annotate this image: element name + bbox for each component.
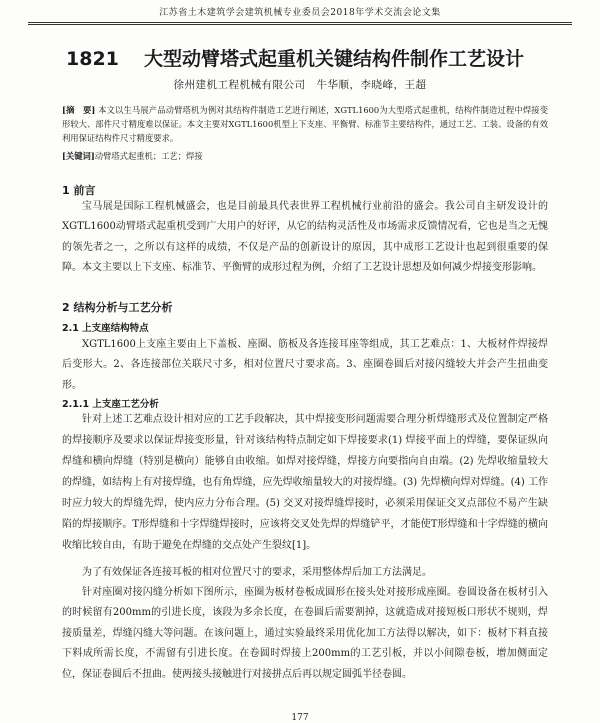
author-affiliation: 徐州建机工程机械有限公司 牛华顺，李晓峰，王超 xyxy=(173,79,427,91)
introduction-paragraph: 宝马展是国际工程机械盛会，也是目前最具代表世界工程机械行业前沿的盛会。我公司自主研发设计的XGTL1600动臂塔式起重机受到广大用户的好评，从它的结构灵活性及市场需求反馈情况看，它也是当之无愧的领先者之一，之所以有这样的成绩，不仅是产品的创新设计的原因，其中成形工艺设计也起到很重要的保障。本文主要以上下支座、标准节、平衡臂的成形过程为例，介绍了工艺设计思想及如何减少焊接变形影响。 xyxy=(62,201,548,274)
upper-support-paragraph: XGTL1600上支座主要由上下盖板、座圈、筋板及各连接耳座等组成，其工艺难点：1、大板材件焊接焊后变形大。2、各连接部位关联尺寸多，相对位置尺寸要求高。3、座圈卷圆后对接闪缝较大并会产生扭曲变形。 xyxy=(62,339,548,391)
abstract xyxy=(62,103,548,145)
keywords-label: [关键词] xyxy=(62,151,95,161)
article-title-row xyxy=(66,44,566,71)
page-number: 177 xyxy=(291,713,309,723)
seat-ring-paragraph: 针对座圈对接闪缝分析如下图所示，座圈为板材卷板成圆形在接头处对接形成座圈。卷圆设备在板材引入的时候留有200mm的引进长度，该段为多余长度，在卷圆后需要割掉，这就造成对接短板口形状不规则，焊接质量差，焊缝闪缝大等问题。在该问题上，通过实验最终采用优化加工方法得以解决，如下：板材下料直接下料成所需长度，不需留有引进长度。在卷圆时焊接上200mm的工艺引板，并以小间隙卷板，增加侧面定位，保证卷圆后不扭曲。使两接头接触进行对接拼点后再以规定圆弧半径卷圆。 xyxy=(62,587,548,680)
keywords-text: 动臂塔式起重机；工艺；焊接 xyxy=(94,151,203,161)
abstract-label: [摘 要] xyxy=(62,105,96,115)
keywords xyxy=(62,149,548,163)
subsubsection-heading-process-analysis: 2.1.1 上支座工艺分析 xyxy=(62,399,159,410)
header-rule xyxy=(28,22,572,25)
section-heading-analysis: 2 结构分析与工艺分析 xyxy=(62,301,173,314)
ear-plate-paragraph: 为了有效保证各连接耳板的相对位置尺寸的要求，采用整体焊后加工方法满足。 xyxy=(82,567,432,578)
running-header: 江苏省土木建筑学会建筑机械专业委员会2018年学术交流会论文集 xyxy=(159,8,441,18)
subsection-heading-upper-support: 2.1 上支座结构特点 xyxy=(62,323,149,334)
abstract-text: 本文以生马展产品动臂塔机为例对其结构件制造工艺进行阐述，XGTL1600为大型塔式起重机，结构件制造过程中焊接变形较大、部件尺寸精度难以保证。本文主要对XGTL1600机型上下支座、平衡臂、标准节主要结构件，通过工艺、工装、设备的有效利用保证结构件尺寸精度要求。 xyxy=(62,105,549,143)
welding-requirements-paragraph: 针对上述工艺难点设计相对应的工艺手段解决，其中焊接变形问题需要合理分析焊缝形式及位置制定严格的焊接顺序及要求以保证焊接变形量，针对该结构特点制定如下焊接要求(1) 焊接平面上的焊缝，要保证纵向焊缝和横向焊缝（特别是横向）能够自由收缩。如焊对接焊缝，焊接方向要指向自由端。(2) 先焊收缩量较大的焊缝，如结构上有对接焊缝，也有角焊缝，应先焊收缩量较大的对接焊缝。(3) 先焊横向焊对焊缝。(4) 工作时应力较大的焊缝先焊，使内应力分布合理。(5) 交叉对接焊缝焊接时，必须采用保证交叉点部位不易产生缺陷的焊接顺序。T形焊缝和十字焊缝焊接时，应该将交叉处先焊的焊缝铲平，才能使T形焊缝和十字焊缝的横向收缩比较自由，有助于避免在焊缝的交点处产生裂纹[1]。 xyxy=(62,414,548,551)
section-heading-introduction: 1 前言 xyxy=(62,184,96,197)
article-number: 1821 xyxy=(66,48,119,70)
article-title: 大型动臂塔式起重机关键结构件制作工艺设计 xyxy=(144,48,525,70)
